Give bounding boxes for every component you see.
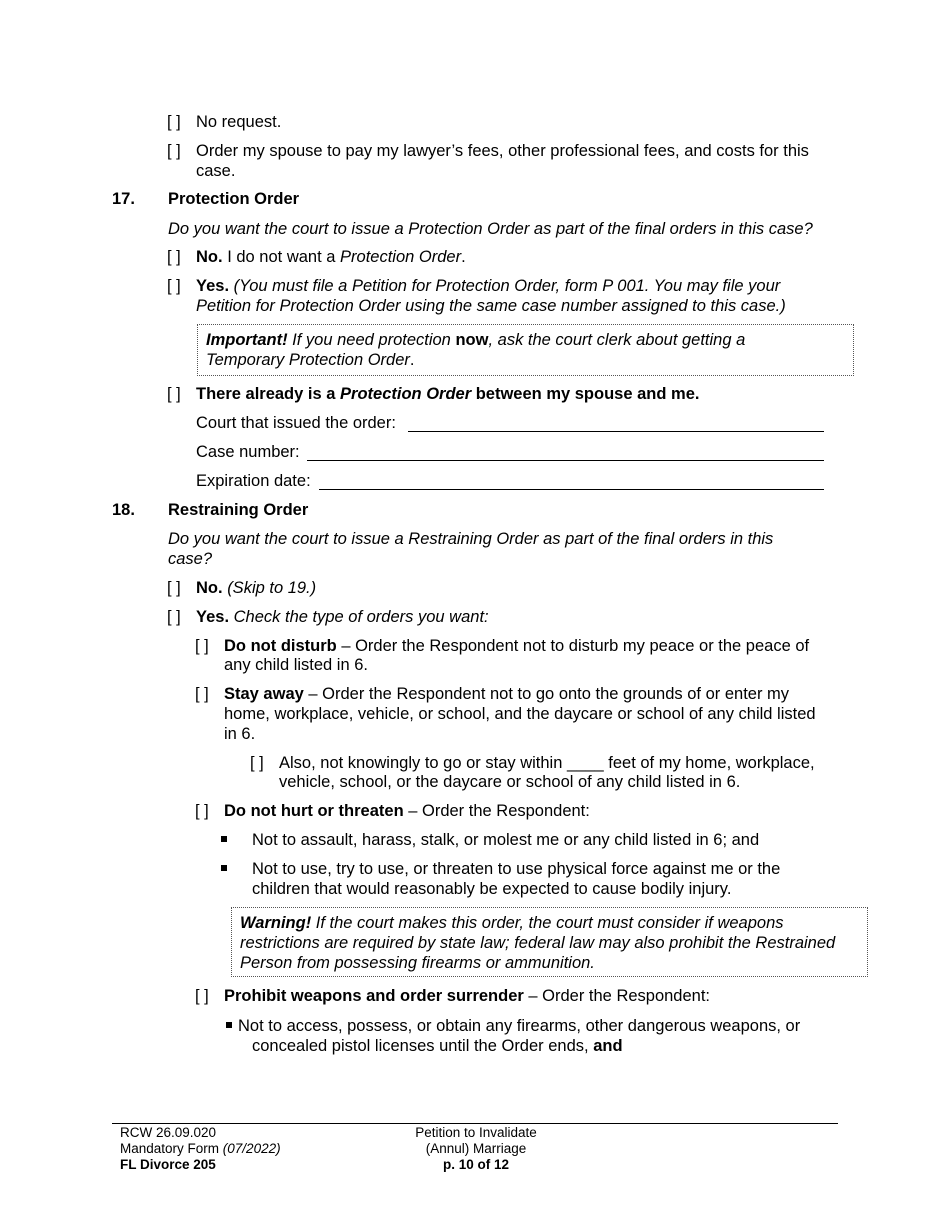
checkbox-protection-no[interactable]: [ ] <box>167 248 181 266</box>
checkbox-existing-order[interactable]: [ ] <box>167 385 181 403</box>
stay-away-label-cont2: in 6. <box>224 725 256 743</box>
bullet-icon <box>221 865 227 871</box>
footer-mandatory-form: Mandatory Form (07/2022) <box>120 1141 281 1156</box>
checkbox-also-distance[interactable]: [ ] <box>250 754 264 772</box>
hurt-bullet-1: Not to assault, harass, stalk, or molest me or any child listed in 6; and <box>252 831 760 849</box>
protection-yes-label-cont: Petition for Protection Order using the same case number assigned to this case.) <box>196 297 786 315</box>
checkbox-no-request[interactable]: [ ] <box>167 113 181 131</box>
stay-away-label-cont1: home, workplace, vehicle, or school, and the daycare or school of any child listed <box>224 705 816 723</box>
checkbox-order-fees[interactable]: [ ] <box>167 142 181 160</box>
order-fees-label: Order my spouse to pay my lawyer’s fees, other professional fees, and costs for this <box>196 142 809 160</box>
restraining-no-label: No. (Skip to 19.) <box>196 579 317 597</box>
checkbox-do-not-hurt[interactable]: [ ] <box>195 802 209 820</box>
hurt-bullet-2: Not to use, try to use, or threaten to use physical force against me or the <box>252 860 781 878</box>
prohibit-weapons-label: Prohibit weapons and order surrender – Order the Respondent: <box>224 987 711 1005</box>
case-number-field[interactable] <box>307 460 824 461</box>
footer-rule <box>112 1123 838 1124</box>
do-not-disturb-label-cont: any child listed in 6. <box>224 656 368 674</box>
footer-rcw: RCW 26.09.020 <box>120 1125 217 1140</box>
do-not-hurt-label: Do not hurt or threaten – Order the Respondent: <box>224 802 590 820</box>
case-number-label: Case number: <box>196 443 300 461</box>
section-18-question: Do you want the court to issue a Restraining Order as part of the final orders in this <box>168 530 774 548</box>
protection-no-label: No. I do not want a Protection Order. <box>196 248 466 266</box>
checkbox-stay-away[interactable]: [ ] <box>195 685 209 703</box>
footer-page-number: p. 10 of 12 <box>442 1157 510 1172</box>
checkbox-do-not-disturb[interactable]: [ ] <box>195 637 209 655</box>
bullet-icon <box>226 1022 232 1028</box>
checkbox-prohibit-weapons[interactable]: [ ] <box>195 987 209 1005</box>
stay-away-label: Stay away – Order the Respondent not to go onto the grounds of or enter my <box>224 685 790 703</box>
section-17-title: Protection Order <box>168 190 300 208</box>
court-issued-label: Court that issued the order: <box>196 414 396 432</box>
footer-form-id: FL Divorce 205 <box>120 1157 216 1172</box>
important-notice-line1: Important! If you need protection now, ask the court clerk about getting a <box>206 331 746 349</box>
warning-notice-line2: restrictions are required by state law; federal law may also prohibit the Restrained <box>240 934 836 952</box>
section-17-question: Do you want the court to issue a Protection Order as part of the final orders in this case? <box>168 220 813 238</box>
checkbox-protection-yes[interactable]: [ ] <box>167 277 181 295</box>
hurt-bullet-2-cont: children that would reasonably be expected to cause bodily injury. <box>252 880 732 898</box>
checkbox-restraining-no[interactable]: [ ] <box>167 579 181 597</box>
also-distance-label: Also, not knowingly to go or stay within ____ feet of my home, workplace, <box>279 754 815 772</box>
checkbox-restraining-yes[interactable]: [ ] <box>167 608 181 626</box>
warning-notice-line3: Person from possessing firearms or ammunition. <box>240 954 595 972</box>
restraining-yes-label: Yes. Check the type of orders you want: <box>196 608 489 626</box>
do-not-disturb-label: Do not disturb – Order the Respondent not to disturb my peace or the peace of <box>224 637 810 655</box>
also-distance-label-cont: vehicle, school, or the daycare or school of any child listed in 6. <box>279 773 741 791</box>
expiration-date-field[interactable] <box>319 489 824 490</box>
weapons-bullet-1-cont: concealed pistol licenses until the Order ends, and <box>252 1037 623 1055</box>
order-fees-label-cont: case. <box>196 162 236 180</box>
protection-yes-label: Yes. (You must file a Petition for Protection Order, form P 001. You may file your <box>196 277 781 295</box>
section-17-number: 17. <box>112 190 135 208</box>
weapons-bullet-1: Not to access, possess, or obtain any firearms, other dangerous weapons, or <box>238 1017 801 1035</box>
section-18-question-cont: case? <box>168 550 213 568</box>
court-issued-field[interactable] <box>408 431 824 432</box>
section-18-title: Restraining Order <box>168 501 309 519</box>
footer-title-line2: (Annul) Marriage <box>425 1141 527 1156</box>
expiration-date-label: Expiration date: <box>196 472 311 490</box>
bullet-icon <box>221 836 227 842</box>
warning-notice-line1: Warning! If the court makes this order, the court must consider if weapons <box>240 914 784 932</box>
footer-title-line1: Petition to Invalidate <box>415 1125 537 1140</box>
no-request-label: No request. <box>196 113 282 131</box>
important-notice-line2: Temporary Protection Order. <box>206 351 415 369</box>
existing-order-label: There already is a Protection Order between my spouse and me. <box>196 385 700 403</box>
section-18-number: 18. <box>112 501 135 519</box>
